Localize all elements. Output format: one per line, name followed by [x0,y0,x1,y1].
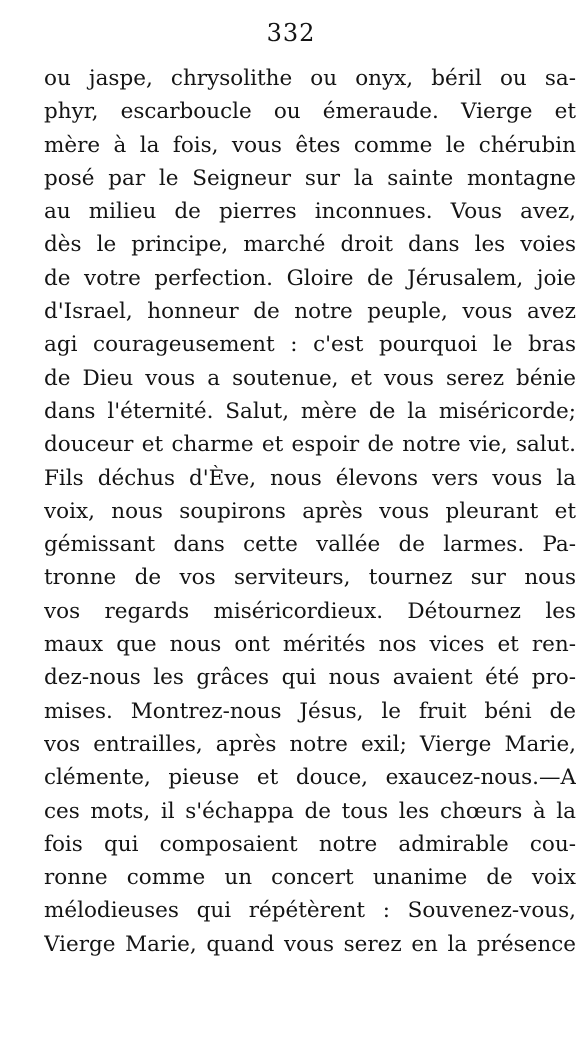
text-line: vos regards miséricordieux. Détournez les [44,598,576,624]
text-line: dans l'éternité. Salut, mère de la miséricorde; [44,398,576,424]
text-line: ronne comme un concert unanime de voix [44,865,576,891]
text-line: dès le principe, marché droit dans les voies [44,232,576,258]
text-line: d'Israel, honneur de notre peuple, vous avez [44,299,576,325]
text-line: fois qui composaient notre admirable cou- [44,831,576,857]
text-line: ces mots, il s'échappa de tous les chœurs à la [44,798,576,824]
text-line: agi courageusement : c'est pourquoi le bras [44,332,576,358]
text-line: ou jaspe, chrysolithe ou onyx, béril ou sa- [44,66,576,91]
text-line: de votre perfection. Gloire de Jérusalem, joie [44,265,576,291]
text-line: au milieu de pierres inconnues. Vous avez, [44,199,576,225]
text-line: gémissant dans cette vallée de larmes. Pa- [44,532,576,558]
text-line: voix, nous soupirons après vous pleurant et [44,498,576,524]
text-line: posé par le Seigneur sur la sainte montagne [44,165,576,191]
text-line: tronne de vos serviteurs, tournez sur nous [44,565,576,591]
text-line: maux que nous ont mérités nos vices et ren- [44,632,576,658]
text-line: Fils déchus d'Ève, nous élevons vers vous la [44,465,576,491]
text-line: de Dieu vous a soutenue, et vous serez bénie [44,365,576,391]
text-line: Vierge Marie, quand vous serez en la présence [44,931,576,957]
text-line: dez-nous les grâces qui nous avaient été pro- [44,665,576,691]
text-line: phyr, escarboucle ou émeraude. Vierge et [44,99,576,125]
text-line: douceur et charme et espoir de notre vie, salut. [44,432,576,458]
body-text [44,62,576,961]
text-line: clémente, pieuse et douce, exaucez-nous.—A [44,765,576,791]
text-line: mises. Montrez-nous Jésus, le fruit béni de [44,698,576,724]
page-number: 332 [266,19,316,47]
text-line: mélodieuses qui répétèrent : Souvenez-vous, [44,898,576,924]
text-line: mère à la fois, vous êtes comme le chérubin [44,132,576,158]
text-line: vos entrailles, après notre exil; Vierge Marie, [44,731,576,757]
